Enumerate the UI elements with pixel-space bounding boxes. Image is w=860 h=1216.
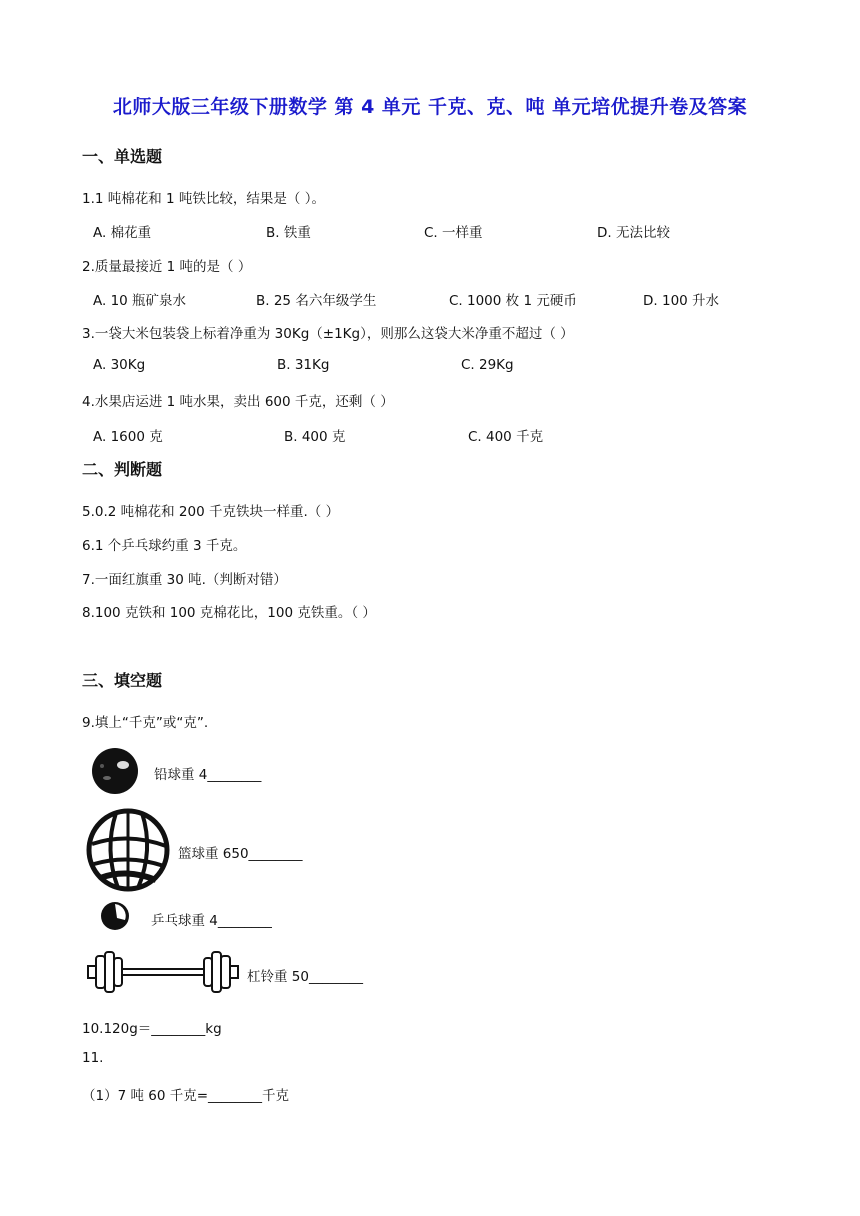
q1-option-d: D. 无法比较 xyxy=(597,225,670,241)
q1-option-b: B. 铁重 xyxy=(266,225,311,241)
q3-option-a: A. 30Kg xyxy=(93,357,146,373)
q1-option-a: A. 棉花重 xyxy=(93,225,152,241)
q2-option-c: C. 1000 枚 1 元硬币 xyxy=(449,293,577,309)
question-9: 9.填上“千克”或“克”. xyxy=(82,715,209,731)
page-title: 北师大版三年级下册数学 第 4 单元 千克、克、吨 单元培优提升卷及答案 xyxy=(112,96,748,118)
q4-option-c: C. 400 千克 xyxy=(468,429,544,445)
q9-item-basketball: 篮球重 650________ xyxy=(178,846,303,862)
q2-option-a: A. 10 瓶矿泉水 xyxy=(93,293,187,309)
shot-put-icon xyxy=(90,746,140,796)
q3-option-c: C. 29Kg xyxy=(461,357,514,373)
q4-option-a: A. 1600 克 xyxy=(93,429,163,445)
question-7: 7.一面红旗重 30 吨.（判断对错） xyxy=(82,572,287,588)
section-heading-fill-blank: 三、填空题 xyxy=(82,671,163,690)
section-heading-true-false: 二、判断题 xyxy=(82,460,163,479)
question-6: 6.1 个乒乓球约重 3 千克。 xyxy=(82,538,247,554)
q3-option-b: B. 31Kg xyxy=(277,357,330,373)
q4-option-b: B. 400 克 xyxy=(284,429,346,445)
question-4: 4.水果店运进 1 吨水果，卖出 600 千克，还剩（ ） xyxy=(82,394,394,410)
q2-option-d: D. 100 升水 xyxy=(643,293,720,309)
question-5: 5.0.2 吨棉花和 200 千克铁块一样重.（ ） xyxy=(82,504,340,520)
question-11-part-1: （1）7 吨 60 千克=________千克 xyxy=(82,1088,290,1104)
question-8: 8.100 克铁和 100 克棉花比，100 克铁重。（ ） xyxy=(82,605,376,621)
basketball-icon xyxy=(86,808,170,892)
question-2: 2.质量最接近 1 吨的是（ ） xyxy=(82,259,252,275)
q9-item-shot-put: 铅球重 4________ xyxy=(154,767,262,783)
section-heading-single-choice: 一、单选题 xyxy=(82,147,163,166)
question-11: 11. xyxy=(82,1050,104,1066)
ping-pong-ball-icon xyxy=(99,900,131,932)
question-10: 10.120g＝________kg xyxy=(82,1021,222,1037)
q1-option-c: C. 一样重 xyxy=(424,225,483,241)
q9-item-ping-pong: 乒乓球重 4________ xyxy=(151,913,272,929)
q9-item-barbell: 杠铃重 50________ xyxy=(247,969,363,985)
barbell-icon xyxy=(86,948,240,996)
question-3: 3.一袋大米包装袋上标着净重为 30Kg（±1Kg），则那么这袋大米净重不超过（ ） xyxy=(82,326,574,342)
question-1: 1.1 吨棉花和 1 吨铁比较，结果是（ ）。 xyxy=(82,191,325,207)
q2-option-b: B. 25 名六年级学生 xyxy=(256,293,377,309)
